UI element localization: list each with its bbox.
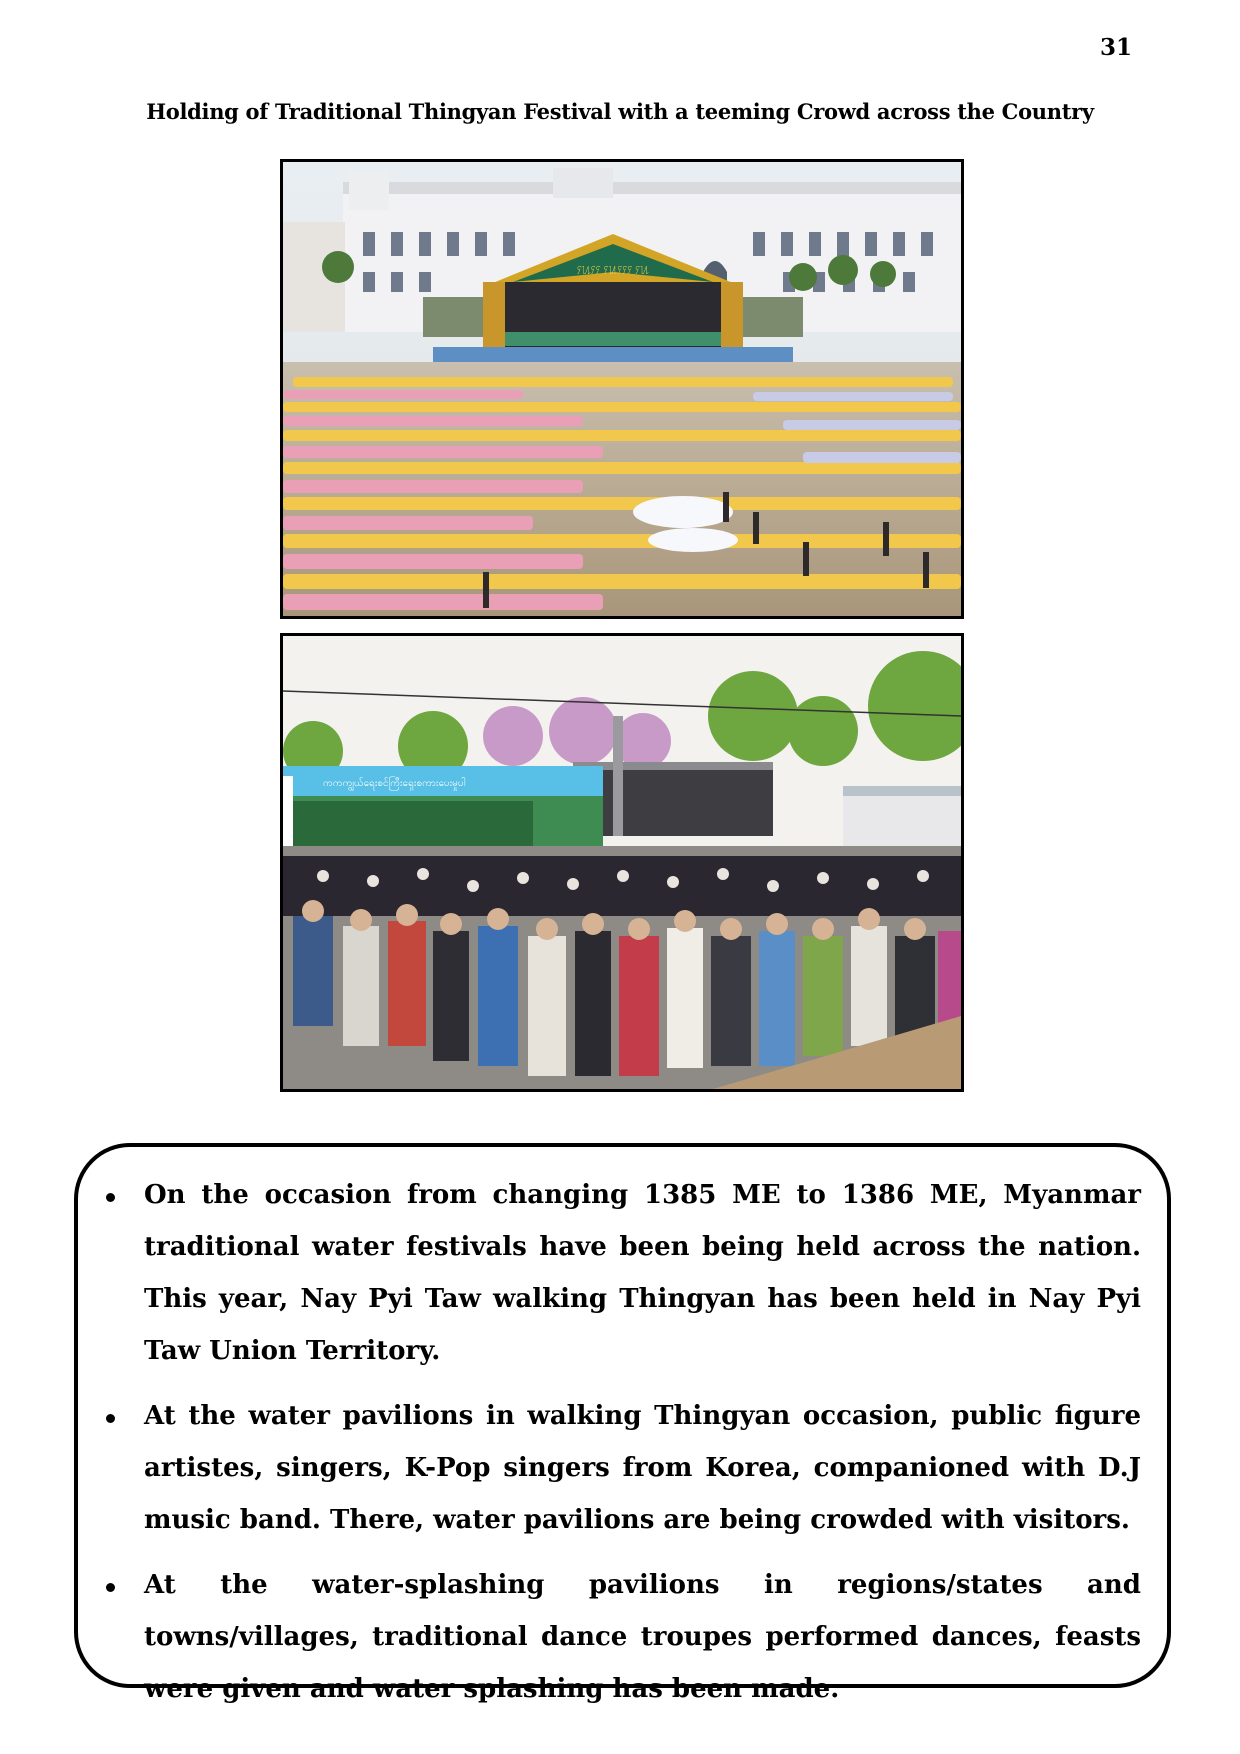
bullet-dot-icon: [106, 1193, 115, 1202]
pavilion-sign-text: ကကကျွယ်ရေးစင်ကြီးရှေးစကားပေးမှုပါ: [323, 778, 466, 789]
info-box: [74, 1143, 1171, 1704]
bullet-list: [102, 1169, 1141, 1728]
festival-stage-photo: [280, 159, 964, 619]
page-number: 31: [1100, 34, 1133, 61]
bullet-item: [102, 1390, 1141, 1546]
bullet-text: At the water-splashing pavilions in regions/states and towns/villages, traditional dance troupes performed dances, feasts were given and water splashing has been made.: [144, 1570, 1141, 1704]
page-title: Holding of Traditional Thingyan Festival with a teeming Crowd across the Country: [146, 99, 1094, 124]
stage-banner-text: ႁႃ႔ႁႁ ႁႃ႔ႁႁႁ ႁႃ႔: [576, 263, 650, 273]
bullet-dot-icon: [106, 1414, 115, 1423]
bullet-text: On the occasion from changing 1385 ME to 1386 ME, Myanmar traditional water festivals have been being held across the nation. This year, Nay Pyi Taw walking Thingyan has been held in Nay Pyi Taw Union Territory.: [144, 1180, 1141, 1366]
photo-water-pavilion-crowd-icon: [283, 636, 961, 1089]
water-pavilion-photo: [280, 633, 964, 1092]
bullet-dot-icon: [106, 1583, 115, 1592]
photo-festival-stage-crowd-icon: [283, 162, 961, 616]
bullet-item: [102, 1559, 1141, 1715]
bullet-item: [102, 1169, 1141, 1377]
bullet-text: At the water pavilions in walking Thingyan occasion, public figure artistes, singers, K-Pop singers from Korea, companioned with D.J music band. There, water pavilions are being crowded with visitors.: [144, 1401, 1141, 1535]
